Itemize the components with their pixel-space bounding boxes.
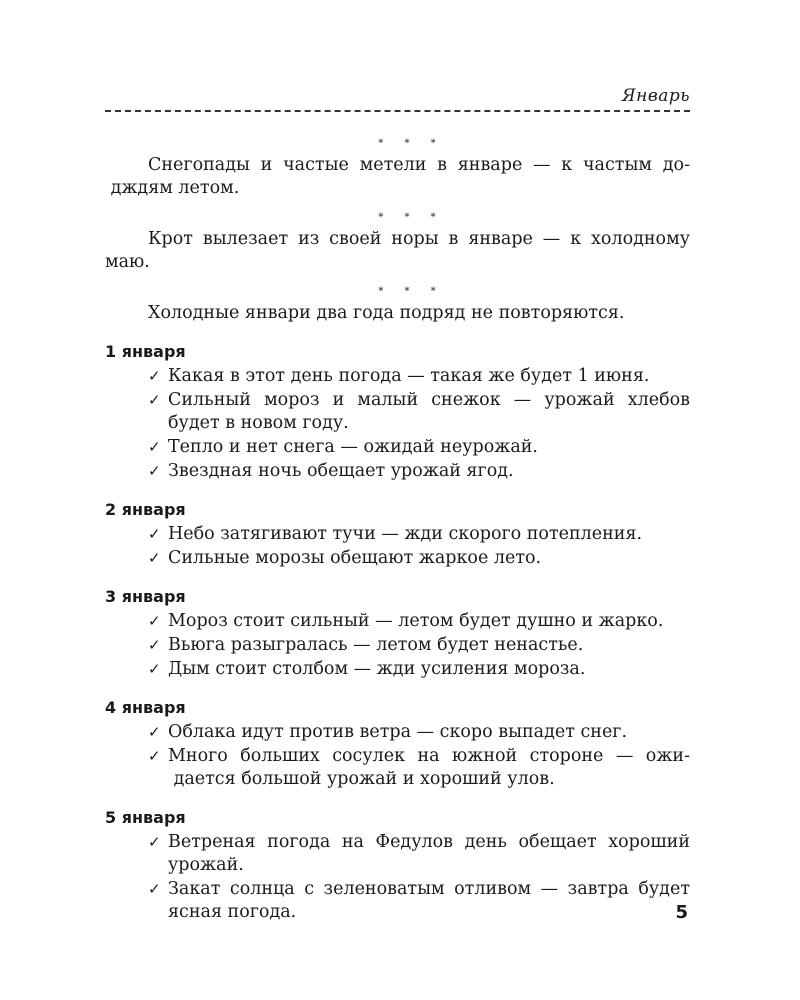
check-icon: ✓ <box>148 549 161 567</box>
check-icon: ✓ <box>148 880 161 898</box>
sign-item-text: Вьюга разыгралась — летом будет ненастье. <box>168 635 584 655</box>
intro-sign: Крот вылезает из своей норы в январе — к холодному маю. <box>105 229 690 272</box>
intro-sign: Снегопады и частые метели в январе — к частым до- дждям летом. <box>105 155 690 198</box>
day-section-jan-5 <box>105 807 690 924</box>
day-section-jan-3 <box>105 586 690 681</box>
sign-item-text: Тепло и нет снега — ожидай неурожай. <box>168 437 538 457</box>
check-icon: ✓ <box>148 660 161 678</box>
sign-item <box>105 634 690 657</box>
sign-item-text: Облака идут против ветра — скоро выпадет снег. <box>168 722 628 742</box>
check-icon: ✓ <box>148 391 161 409</box>
check-icon: ✓ <box>148 612 161 630</box>
page-content <box>105 138 690 925</box>
sign-item-text: Какая в этот день погода — такая же будет 1 июня. <box>168 366 650 386</box>
asterism-separator: * * * <box>378 138 445 149</box>
running-head-title: Январь <box>621 86 690 106</box>
day-section-jan-4 <box>105 697 690 791</box>
check-icon: ✓ <box>148 747 161 765</box>
sign-item <box>105 523 690 546</box>
day-heading: 2 января <box>105 500 186 519</box>
sign-item <box>105 658 690 681</box>
book-page <box>105 0 690 1000</box>
sign-item-text: Дым стоит столбом — жди усиления мороза. <box>168 659 586 679</box>
sign-item-text: Закат солнца с зеленоватым отливом — завтра будет ясная погода. <box>168 879 690 922</box>
sign-item <box>105 460 690 483</box>
check-icon: ✓ <box>148 525 161 543</box>
asterism-separator: * * * <box>378 286 445 297</box>
sign-item <box>105 547 690 570</box>
day-heading: 5 января <box>105 808 186 827</box>
sign-item <box>105 745 690 791</box>
check-icon: ✓ <box>148 723 161 741</box>
sign-item <box>105 721 690 744</box>
sign-item-text: Звездная ночь обещает урожай ягод. <box>168 461 514 481</box>
sign-item-text: Мороз стоит сильный — летом будет душно и жарко. <box>168 611 664 631</box>
page-number: 5 <box>675 902 688 923</box>
asterism-separator: * * * <box>378 212 445 223</box>
check-icon: ✓ <box>148 833 161 851</box>
check-icon: ✓ <box>148 367 161 385</box>
sign-item-text: Сильные морозы обещают жаркое лето. <box>168 548 542 568</box>
day-section-jan-2 <box>105 499 690 570</box>
check-icon: ✓ <box>148 462 161 480</box>
day-heading: 1 января <box>105 342 186 361</box>
day-section-jan-1 <box>105 341 690 483</box>
sign-item <box>105 389 690 435</box>
check-icon: ✓ <box>148 438 161 456</box>
intro-sign: Холодные январи два года подряд не повторяются. <box>148 303 625 323</box>
check-icon: ✓ <box>148 636 161 654</box>
sign-item-text: Небо затягивают тучи — жди скорого потепления. <box>168 524 643 544</box>
day-heading: 3 января <box>105 587 186 606</box>
sign-item <box>105 365 690 388</box>
sign-item <box>105 831 690 877</box>
sign-item <box>105 436 690 459</box>
sign-item <box>105 878 690 924</box>
sign-item-text: Ветреная погода на Федулов день обещает хороший урожай. <box>168 832 690 875</box>
header-dashed-rule <box>105 110 690 112</box>
sign-item-text: Сильный мороз и малый снежок — урожай хлебов будет в новом году. <box>168 390 690 433</box>
sign-item-text: Много больших сосулек на южной стороне — ожи- дается большой урожай и хороший улов. <box>168 746 690 789</box>
sign-item <box>105 610 690 633</box>
day-heading: 4 января <box>105 698 186 717</box>
